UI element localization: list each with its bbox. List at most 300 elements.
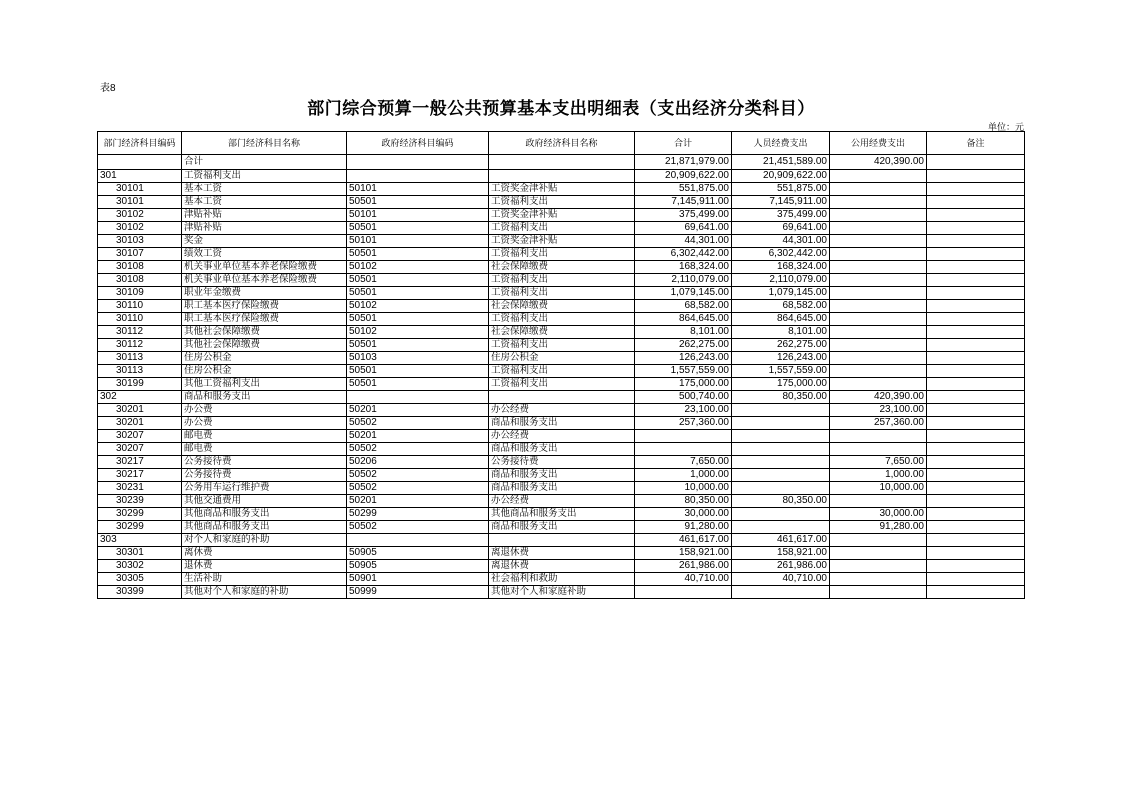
public-cell: 420,390.00	[830, 391, 927, 404]
note-cell	[927, 248, 1025, 261]
table-row	[98, 274, 1025, 287]
public-cell	[830, 365, 927, 378]
gov-name-cell: 社会福利和救助	[489, 573, 635, 586]
dept-name-cell: 其他社会保障缴费	[182, 339, 347, 352]
gov-code-cell: 50905	[347, 547, 489, 560]
total-cell: 44,301.00	[635, 235, 732, 248]
gov-code-cell: 50901	[347, 573, 489, 586]
table-row	[98, 443, 1025, 456]
dept-name-cell: 公务用车运行维护费	[182, 482, 347, 495]
total-cell: 69,641.00	[635, 222, 732, 235]
dept-name-cell: 住房公积金	[182, 365, 347, 378]
gov-code-cell: 50999	[347, 586, 489, 599]
note-cell	[927, 378, 1025, 391]
personnel-cell	[732, 482, 830, 495]
dept-name-cell: 办公费	[182, 417, 347, 430]
table-row	[98, 430, 1025, 443]
dept-name-cell: 邮电费	[182, 430, 347, 443]
note-cell	[927, 469, 1025, 482]
total-cell: 375,499.00	[635, 209, 732, 222]
public-cell	[830, 222, 927, 235]
total-cell: 2,110,079.00	[635, 274, 732, 287]
gov-name-cell: 离退休费	[489, 560, 635, 573]
dept-code-cell: 301	[98, 170, 182, 183]
dept-code-cell	[98, 155, 182, 170]
dept-code-cell: 30103	[98, 235, 182, 248]
personnel-cell: 262,275.00	[732, 339, 830, 352]
gov-code-cell: 50501	[347, 222, 489, 235]
total-cell: 80,350.00	[635, 495, 732, 508]
public-cell	[830, 326, 927, 339]
dept-code-cell: 30201	[98, 417, 182, 430]
note-cell	[927, 183, 1025, 196]
table-row	[98, 313, 1025, 326]
personnel-cell	[732, 508, 830, 521]
gov-code-cell: 50501	[347, 248, 489, 261]
table-row	[98, 300, 1025, 313]
gov-code-cell: 50101	[347, 183, 489, 196]
public-cell	[830, 313, 927, 326]
dept-name-cell: 公务接待费	[182, 469, 347, 482]
dept-code-cell: 303	[98, 534, 182, 547]
gov-name-cell: 社会保障缴费	[489, 300, 635, 313]
dept-name-cell: 其他对个人和家庭的补助	[182, 586, 347, 599]
total-cell: 158,921.00	[635, 547, 732, 560]
gov-code-cell: 50501	[347, 274, 489, 287]
dept-code-cell: 30109	[98, 287, 182, 300]
dept-code-cell: 30113	[98, 352, 182, 365]
personnel-cell	[732, 404, 830, 417]
note-cell	[927, 235, 1025, 248]
table-row	[98, 339, 1025, 352]
dept-name-cell: 对个人和家庭的补助	[182, 534, 347, 547]
total-cell: 21,871,979.00	[635, 155, 732, 170]
dept-name-cell: 津贴补贴	[182, 209, 347, 222]
dept-name-cell: 其他工资福利支出	[182, 378, 347, 391]
public-cell	[830, 443, 927, 456]
note-cell	[927, 209, 1025, 222]
dept-code-cell: 30112	[98, 339, 182, 352]
personnel-cell: 126,243.00	[732, 352, 830, 365]
note-cell	[927, 155, 1025, 170]
gov-name-cell: 社会保障缴费	[489, 326, 635, 339]
personnel-cell: 1,557,559.00	[732, 365, 830, 378]
gov-name-cell: 工资奖金津补贴	[489, 235, 635, 248]
personnel-cell: 375,499.00	[732, 209, 830, 222]
dept-name-cell: 其他社会保障缴费	[182, 326, 347, 339]
gov-name-cell: 工资福利支出	[489, 339, 635, 352]
personnel-cell: 158,921.00	[732, 547, 830, 560]
total-cell: 500,740.00	[635, 391, 732, 404]
dept-code-cell: 30207	[98, 443, 182, 456]
dept-name-cell: 绩效工资	[182, 248, 347, 261]
note-cell	[927, 534, 1025, 547]
personnel-cell: 21,451,589.00	[732, 155, 830, 170]
dept-name-cell: 工资福利支出	[182, 170, 347, 183]
dept-code-cell: 30231	[98, 482, 182, 495]
table-row	[98, 196, 1025, 209]
dept-code-cell: 30207	[98, 430, 182, 443]
public-cell	[830, 261, 927, 274]
gov-code-cell: 50502	[347, 443, 489, 456]
dept-name-cell: 职工基本医疗保险缴费	[182, 313, 347, 326]
personnel-cell: 2,110,079.00	[732, 274, 830, 287]
total-cell: 551,875.00	[635, 183, 732, 196]
personnel-cell: 80,350.00	[732, 391, 830, 404]
note-cell	[927, 196, 1025, 209]
total-cell: 864,645.00	[635, 313, 732, 326]
gov-code-cell: 50299	[347, 508, 489, 521]
gov-name-cell: 工资福利支出	[489, 287, 635, 300]
dept-code-cell: 30102	[98, 209, 182, 222]
note-cell	[927, 339, 1025, 352]
gov-name-cell: 公务接待费	[489, 456, 635, 469]
gov-name-cell: 商品和服务支出	[489, 469, 635, 482]
gov-name-cell: 工资奖金津补贴	[489, 209, 635, 222]
personnel-cell: 69,641.00	[732, 222, 830, 235]
dept-code-cell: 30113	[98, 365, 182, 378]
personnel-cell: 8,101.00	[732, 326, 830, 339]
dept-name-cell: 离休费	[182, 547, 347, 560]
public-cell	[830, 287, 927, 300]
gov-code-cell: 50206	[347, 456, 489, 469]
gov-name-cell: 其他商品和服务支出	[489, 508, 635, 521]
personnel-cell	[732, 417, 830, 430]
public-cell: 10,000.00	[830, 482, 927, 495]
table-row	[98, 534, 1025, 547]
total-cell: 68,582.00	[635, 300, 732, 313]
gov-code-cell: 50501	[347, 313, 489, 326]
dept-name-cell: 基本工资	[182, 183, 347, 196]
note-cell	[927, 261, 1025, 274]
total-cell: 10,000.00	[635, 482, 732, 495]
table-row	[98, 287, 1025, 300]
gov-code-cell: 50502	[347, 482, 489, 495]
dept-code-cell: 30102	[98, 222, 182, 235]
note-cell	[927, 300, 1025, 313]
table-row	[98, 391, 1025, 404]
total-cell: 1,000.00	[635, 469, 732, 482]
table-row	[98, 183, 1025, 196]
dept-name-cell: 其他交通费用	[182, 495, 347, 508]
table-header-row	[98, 132, 1025, 155]
dept-code-cell: 30110	[98, 300, 182, 313]
personnel-cell	[732, 469, 830, 482]
note-cell	[927, 586, 1025, 599]
dept-code-cell: 30239	[98, 495, 182, 508]
note-cell	[927, 313, 1025, 326]
table-number-label: 表8	[100, 83, 116, 94]
gov-name-cell: 工资福利支出	[489, 313, 635, 326]
table-row	[98, 248, 1025, 261]
dept-name-cell: 公务接待费	[182, 456, 347, 469]
gov-code-cell: 50101	[347, 235, 489, 248]
public-cell	[830, 183, 927, 196]
personnel-cell: 461,617.00	[732, 534, 830, 547]
total-cell: 1,079,145.00	[635, 287, 732, 300]
note-cell	[927, 430, 1025, 443]
total-cell: 262,275.00	[635, 339, 732, 352]
note-cell	[927, 391, 1025, 404]
personnel-cell: 551,875.00	[732, 183, 830, 196]
dept-name-cell: 办公费	[182, 404, 347, 417]
table-row	[98, 573, 1025, 586]
gov-code-cell: 50501	[347, 365, 489, 378]
note-cell	[927, 365, 1025, 378]
gov-name-cell: 商品和服务支出	[489, 443, 635, 456]
gov-name-cell: 商品和服务支出	[489, 482, 635, 495]
public-cell	[830, 547, 927, 560]
personnel-cell: 44,301.00	[732, 235, 830, 248]
budget-detail-table	[97, 131, 1025, 599]
table-row	[98, 209, 1025, 222]
dept-name-cell: 职工基本医疗保险缴费	[182, 300, 347, 313]
dept-code-cell: 302	[98, 391, 182, 404]
gov-code-cell	[347, 170, 489, 183]
dept-name-cell: 商品和服务支出	[182, 391, 347, 404]
total-cell: 257,360.00	[635, 417, 732, 430]
total-cell: 261,986.00	[635, 560, 732, 573]
table-row	[98, 560, 1025, 573]
gov-code-cell: 50101	[347, 209, 489, 222]
total-cell	[635, 430, 732, 443]
note-cell	[927, 222, 1025, 235]
dept-code-cell: 30101	[98, 183, 182, 196]
column-header-personnel: 人员经费支出	[732, 132, 830, 155]
note-cell	[927, 170, 1025, 183]
note-cell	[927, 352, 1025, 365]
public-cell: 7,650.00	[830, 456, 927, 469]
public-cell: 1,000.00	[830, 469, 927, 482]
table-row	[98, 326, 1025, 339]
column-header-public: 公用经费支出	[830, 132, 927, 155]
note-cell	[927, 456, 1025, 469]
total-cell	[635, 443, 732, 456]
total-cell: 20,909,622.00	[635, 170, 732, 183]
public-cell: 257,360.00	[830, 417, 927, 430]
total-cell	[635, 586, 732, 599]
public-cell	[830, 430, 927, 443]
dept-code-cell: 30112	[98, 326, 182, 339]
gov-code-cell: 50102	[347, 261, 489, 274]
page-title: 部门综合预算一般公共预算基本支出明细表（支出经济分类科目）	[307, 99, 815, 119]
public-cell	[830, 378, 927, 391]
note-cell	[927, 547, 1025, 560]
dept-name-cell: 合计	[182, 155, 347, 170]
table-row	[98, 417, 1025, 430]
personnel-cell: 68,582.00	[732, 300, 830, 313]
public-cell: 23,100.00	[830, 404, 927, 417]
public-cell	[830, 274, 927, 287]
public-cell	[830, 235, 927, 248]
dept-name-cell: 退休费	[182, 560, 347, 573]
public-cell	[830, 352, 927, 365]
gov-name-cell: 工资福利支出	[489, 378, 635, 391]
dept-code-cell: 30302	[98, 560, 182, 573]
dept-name-cell: 奖金	[182, 235, 347, 248]
gov-name-cell: 商品和服务支出	[489, 521, 635, 534]
table-row	[98, 365, 1025, 378]
personnel-cell	[732, 443, 830, 456]
column-header-gov-name: 政府经济科目名称	[489, 132, 635, 155]
table-row	[98, 547, 1025, 560]
dept-name-cell: 其他商品和服务支出	[182, 508, 347, 521]
note-cell	[927, 417, 1025, 430]
gov-name-cell: 其他对个人和家庭补助	[489, 586, 635, 599]
total-cell: 7,145,911.00	[635, 196, 732, 209]
public-cell	[830, 248, 927, 261]
personnel-cell	[732, 456, 830, 469]
gov-name-cell: 社会保障缴费	[489, 261, 635, 274]
dept-code-cell: 30217	[98, 469, 182, 482]
table-row	[98, 482, 1025, 495]
total-cell: 8,101.00	[635, 326, 732, 339]
total-cell: 1,557,559.00	[635, 365, 732, 378]
column-header-dept-name: 部门经济科目名称	[182, 132, 347, 155]
gov-code-cell: 50201	[347, 404, 489, 417]
personnel-cell: 80,350.00	[732, 495, 830, 508]
note-cell	[927, 287, 1025, 300]
gov-name-cell	[489, 391, 635, 404]
table-row	[98, 222, 1025, 235]
total-cell: 6,302,442.00	[635, 248, 732, 261]
gov-code-cell: 50502	[347, 469, 489, 482]
gov-name-cell: 办公经费	[489, 404, 635, 417]
total-cell: 30,000.00	[635, 508, 732, 521]
dept-code-cell: 30108	[98, 261, 182, 274]
table-row	[98, 235, 1025, 248]
personnel-cell	[732, 521, 830, 534]
table-row	[98, 261, 1025, 274]
dept-code-cell: 30399	[98, 586, 182, 599]
gov-name-cell: 办公经费	[489, 430, 635, 443]
dept-name-cell: 住房公积金	[182, 352, 347, 365]
dept-name-cell: 基本工资	[182, 196, 347, 209]
gov-code-cell: 50502	[347, 521, 489, 534]
note-cell	[927, 482, 1025, 495]
public-cell	[830, 300, 927, 313]
table-row	[98, 495, 1025, 508]
table-row	[98, 586, 1025, 599]
note-cell	[927, 573, 1025, 586]
personnel-cell: 1,079,145.00	[732, 287, 830, 300]
personnel-cell: 261,986.00	[732, 560, 830, 573]
gov-name-cell: 工资奖金津补贴	[489, 183, 635, 196]
note-cell	[927, 495, 1025, 508]
personnel-cell: 40,710.00	[732, 573, 830, 586]
note-cell	[927, 274, 1025, 287]
public-cell: 91,280.00	[830, 521, 927, 534]
personnel-cell: 7,145,911.00	[732, 196, 830, 209]
gov-name-cell: 办公经费	[489, 495, 635, 508]
total-cell: 91,280.00	[635, 521, 732, 534]
gov-code-cell: 50501	[347, 196, 489, 209]
dept-code-cell: 30201	[98, 404, 182, 417]
note-cell	[927, 404, 1025, 417]
personnel-cell	[732, 430, 830, 443]
dept-name-cell: 津贴补贴	[182, 222, 347, 235]
table-row	[98, 404, 1025, 417]
dept-code-cell: 30101	[98, 196, 182, 209]
gov-name-cell: 商品和服务支出	[489, 417, 635, 430]
dept-name-cell: 邮电费	[182, 443, 347, 456]
gov-code-cell: 50102	[347, 326, 489, 339]
dept-code-cell: 30301	[98, 547, 182, 560]
public-cell: 30,000.00	[830, 508, 927, 521]
gov-name-cell	[489, 534, 635, 547]
gov-code-cell: 50501	[347, 339, 489, 352]
table-row	[98, 456, 1025, 469]
public-cell	[830, 560, 927, 573]
dept-code-cell: 30199	[98, 378, 182, 391]
table-row	[98, 508, 1025, 521]
table-row	[98, 352, 1025, 365]
total-cell: 23,100.00	[635, 404, 732, 417]
gov-name-cell: 离退休费	[489, 547, 635, 560]
dept-name-cell: 其他商品和服务支出	[182, 521, 347, 534]
total-cell: 175,000.00	[635, 378, 732, 391]
table-row	[98, 469, 1025, 482]
dept-code-cell: 30110	[98, 313, 182, 326]
table-body	[98, 155, 1025, 599]
column-header-dept-code: 部门经济科目编码	[98, 132, 182, 155]
public-cell	[830, 534, 927, 547]
gov-name-cell: 工资福利支出	[489, 196, 635, 209]
gov-name-cell: 工资福利支出	[489, 248, 635, 261]
column-header-note: 备注	[927, 132, 1025, 155]
public-cell	[830, 573, 927, 586]
gov-code-cell: 50905	[347, 560, 489, 573]
gov-code-cell: 50102	[347, 300, 489, 313]
gov-name-cell: 工资福利支出	[489, 365, 635, 378]
dept-code-cell: 30305	[98, 573, 182, 586]
note-cell	[927, 560, 1025, 573]
total-cell: 168,324.00	[635, 261, 732, 274]
public-cell	[830, 170, 927, 183]
gov-code-cell	[347, 391, 489, 404]
dept-code-cell: 30299	[98, 508, 182, 521]
dept-code-cell: 30107	[98, 248, 182, 261]
gov-code-cell	[347, 155, 489, 170]
note-cell	[927, 443, 1025, 456]
column-header-gov-code: 政府经济科目编码	[347, 132, 489, 155]
gov-name-cell: 工资福利支出	[489, 274, 635, 287]
personnel-cell: 6,302,442.00	[732, 248, 830, 261]
personnel-cell: 864,645.00	[732, 313, 830, 326]
dept-name-cell: 机关事业单位基本养老保险缴费	[182, 274, 347, 287]
public-cell	[830, 209, 927, 222]
gov-code-cell: 50103	[347, 352, 489, 365]
personnel-cell: 168,324.00	[732, 261, 830, 274]
dept-name-cell: 机关事业单位基本养老保险缴费	[182, 261, 347, 274]
personnel-cell: 175,000.00	[732, 378, 830, 391]
table-row	[98, 170, 1025, 183]
public-cell: 420,390.00	[830, 155, 927, 170]
dept-code-cell: 30217	[98, 456, 182, 469]
personnel-cell: 20,909,622.00	[732, 170, 830, 183]
dept-code-cell: 30108	[98, 274, 182, 287]
note-cell	[927, 521, 1025, 534]
gov-code-cell: 50201	[347, 430, 489, 443]
total-cell: 7,650.00	[635, 456, 732, 469]
public-cell	[830, 196, 927, 209]
unit-label: 单位：元	[987, 122, 1024, 132]
public-cell	[830, 586, 927, 599]
gov-name-cell: 工资福利支出	[489, 222, 635, 235]
gov-name-cell	[489, 155, 635, 170]
table-row	[98, 155, 1025, 170]
gov-name-cell: 住房公积金	[489, 352, 635, 365]
